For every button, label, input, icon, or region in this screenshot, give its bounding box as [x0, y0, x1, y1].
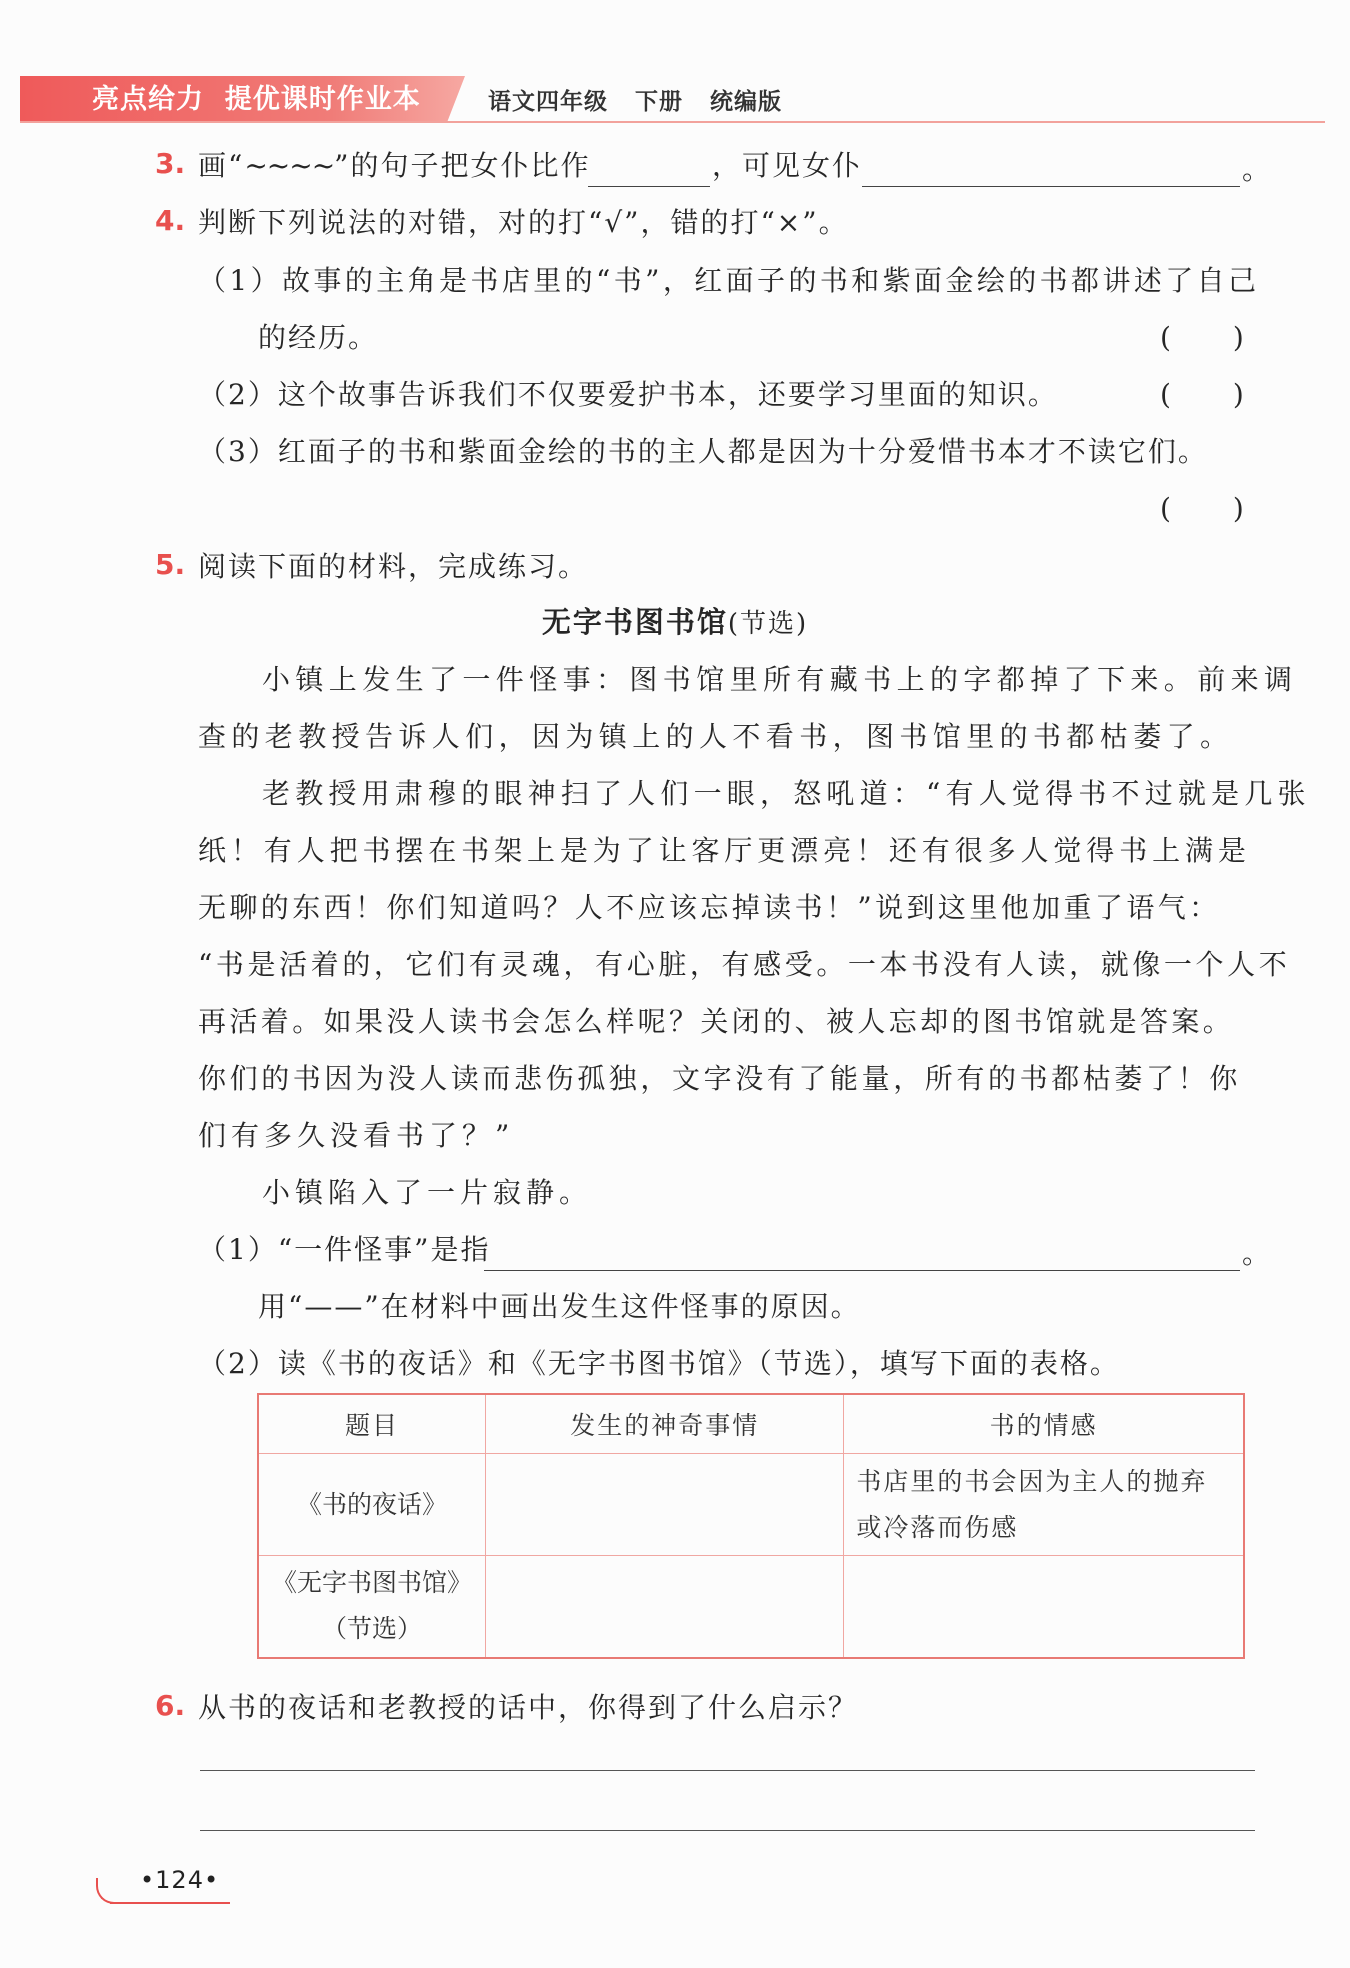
q3-blank-2[interactable]: [862, 186, 1240, 187]
table-header-event: 发生的神奇事情: [486, 1394, 844, 1454]
answer-line-2[interactable]: [200, 1830, 1255, 1831]
question-3-number: 3.: [155, 147, 186, 180]
feeling-line-2: 或冷落而伤感: [856, 1512, 1019, 1542]
q5-sub1-blank[interactable]: [484, 1270, 1240, 1271]
page-number-underline: [110, 1902, 230, 1904]
table-header-title: 题目: [258, 1394, 486, 1454]
table-cell-event-input[interactable]: [486, 1556, 844, 1658]
q4-item-1-answer[interactable]: ( ): [1160, 321, 1246, 354]
q4-item-3: （3）红面子的书和紫面金绘的书的主人都是因为十分爱惜书本才不读它们。: [198, 435, 1208, 468]
title-line-2: （节选）: [322, 1614, 423, 1644]
passage-line-2: 查的老教授告诉人们，因为镇上的人不看书，图书馆里的书都枯萎了。: [198, 720, 1234, 753]
question-4-text: 判断下列说法的对错，对的打“√”，错的打“×”。: [198, 206, 849, 239]
page-number-ornament: [96, 1878, 138, 1904]
table-cell-event-input[interactable]: [486, 1454, 844, 1556]
passage-line-4: 纸！有人把书摆在书架上是为了让客厅更漂亮！还有很多人觉得书上满是: [198, 834, 1251, 867]
q5-sub2-text: （2）读《书的夜话》和《无字书图书馆》（节选），填写下面的表格。: [198, 1347, 1120, 1380]
q4-item-1-line-1: （1）故事的主角是书店里的“书”，红面子的书和紫面金绘的书都讲述了自己: [198, 264, 1260, 297]
question-4-number: 4.: [155, 204, 186, 237]
passage-line-6: “书是活着的，它们有灵魂，有心脏，有感受。一本书没有人读，就像一个人不: [198, 948, 1291, 981]
header-brand: 亮点给力 提优课时作业本: [92, 84, 421, 115]
question-5-number: 5.: [155, 548, 186, 581]
table-cell-feeling-input[interactable]: [844, 1556, 1244, 1658]
table-cell-feeling: [844, 1454, 1244, 1556]
q3-blank-1[interactable]: [588, 186, 710, 187]
page-number: •124•: [140, 1866, 220, 1894]
table-row: [258, 1556, 1244, 1658]
question-3-text-mid: ，可见女仆: [712, 149, 863, 182]
header-rule: [465, 121, 1325, 123]
question-3-end: 。: [1242, 153, 1273, 186]
feeling-line-1: 书店里的书会因为主人的抛弃: [856, 1466, 1208, 1496]
title-line-1: 《无字书图书馆》: [272, 1568, 473, 1598]
question-6-text: 从书的夜话和老教授的话中，你得到了什么启示？: [198, 1691, 859, 1724]
table-header-feeling: 书的情感: [844, 1394, 1244, 1454]
passage-line-8: 你们的书因为没人读而悲伤孤独，文字没有了能量，所有的书都枯萎了！你: [198, 1062, 1241, 1095]
q4-item-2-answer[interactable]: ( ): [1160, 378, 1246, 411]
q4-item-3-answer[interactable]: ( ): [1160, 492, 1246, 525]
passage-line-3: 老教授用肃穆的眼神扫了人们一眼，怒吼道：“有人觉得书不过就是几张: [262, 777, 1311, 810]
q5-sub1-end: 。: [1242, 1237, 1273, 1270]
q4-item-2: （2）这个故事告诉我们不仅要爱护书本，还要学习里面的知识。: [198, 378, 1058, 411]
passage-line-7: 再活着。如果没人读书会怎么样呢？关闭的、被人忘却的图书馆就是答案。: [198, 1005, 1235, 1038]
table-header-row: [258, 1394, 1244, 1454]
q4-item-1-line-2: 的经历。: [258, 321, 379, 354]
table-cell-title: 《书的夜话》: [258, 1454, 486, 1556]
passage-line-9: 们有多久没看书了？”: [198, 1119, 515, 1152]
q5-sub1-note: 用“——”在材料中画出发生这件怪事的原因。: [258, 1290, 861, 1323]
question-6-number: 6.: [155, 1689, 186, 1722]
table-cell-title: [258, 1556, 486, 1658]
passage-line-5: 无聊的东西！你们知道吗？人不应该忘掉读书！”说到这里他加重了语气：: [198, 891, 1221, 924]
answer-table: [257, 1393, 1245, 1659]
q5-sub1-text: （1）“一件怪事”是指: [198, 1233, 491, 1266]
passage-line-10: 小镇陷入了一片寂静。: [262, 1176, 593, 1209]
passage-title: 无字书图书馆(节选): [541, 605, 809, 639]
header-subject: 语文四年级 下册 统编版: [488, 89, 783, 115]
wavy-line-mark: ~~~~: [244, 149, 335, 182]
header-rule-left: [20, 121, 465, 123]
table-row: [258, 1454, 1244, 1556]
passage-line-1: 小镇上发生了一件怪事：图书馆里所有藏书上的字都掉了下来。前来调: [262, 663, 1298, 696]
question-3-text: 画“~~~~”的句子把女仆比作: [198, 149, 591, 182]
answer-line-1[interactable]: [200, 1770, 1255, 1771]
question-5-text: 阅读下面的材料，完成练习。: [198, 550, 589, 583]
